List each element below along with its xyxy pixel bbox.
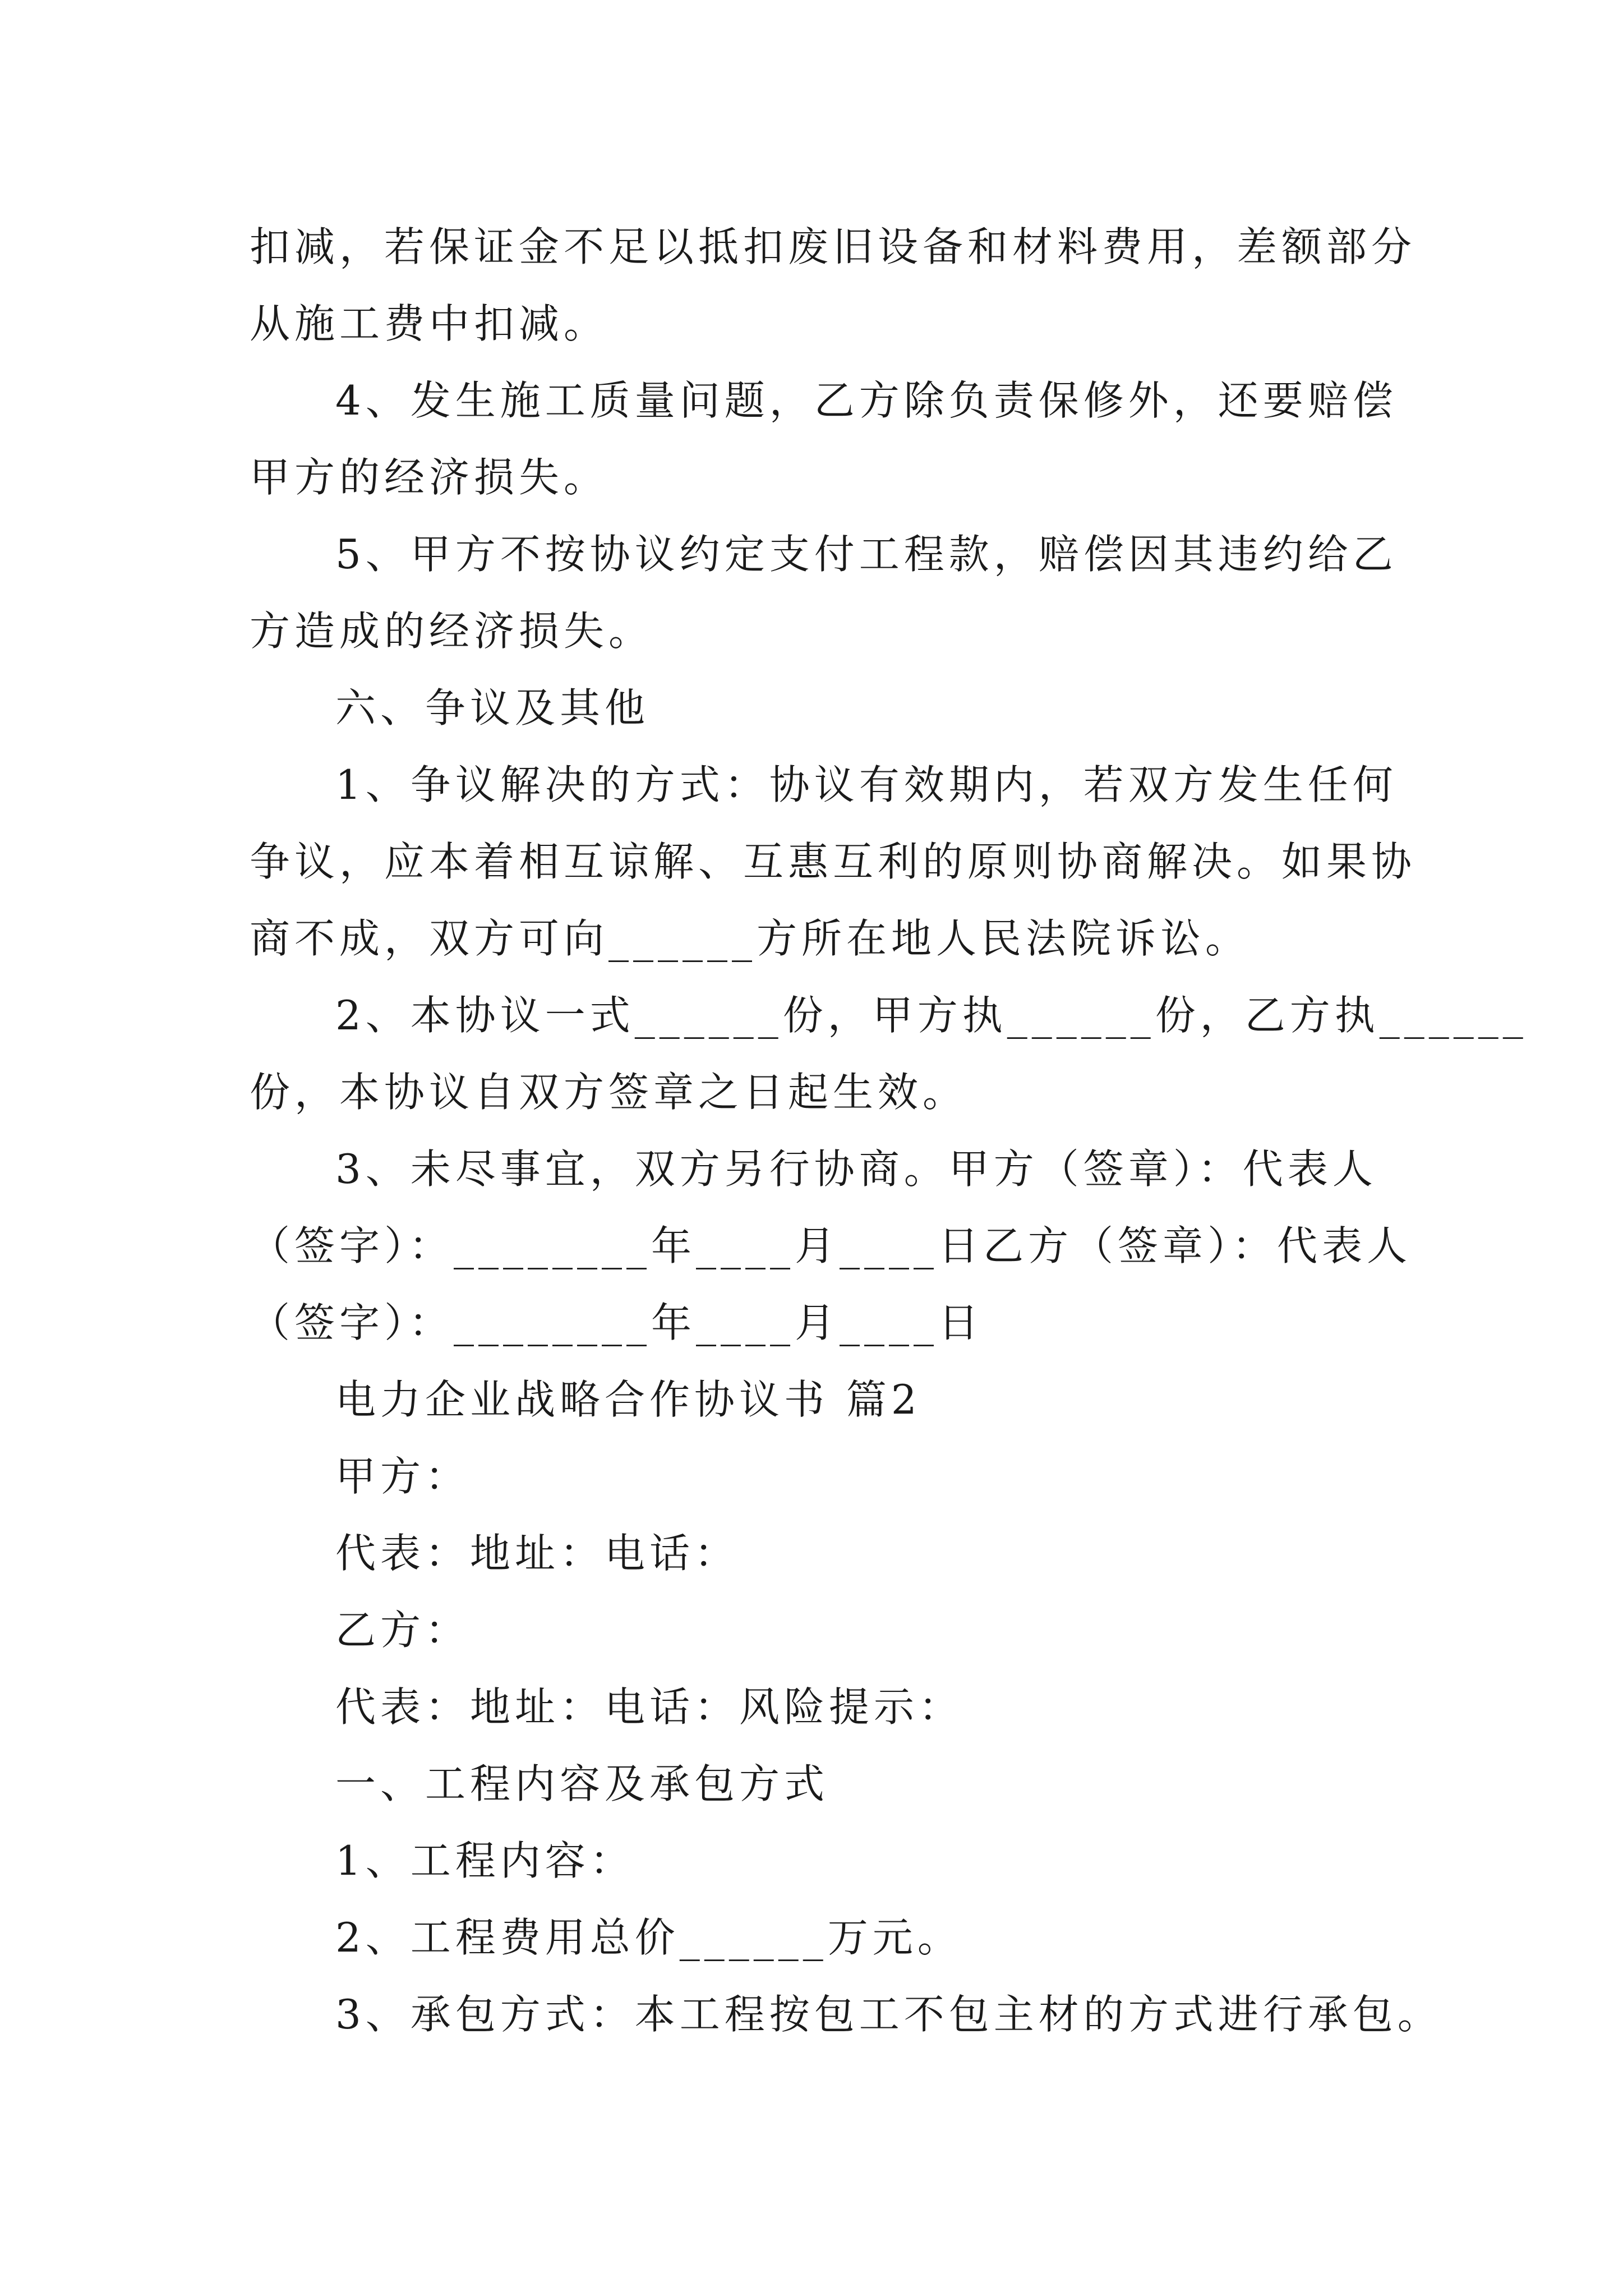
text-line: 3、未尽事宜，双方另行协商。甲方（签章）：代表人 xyxy=(335,1145,1377,1193)
text-line: 代表：地址：电话：风险提示： xyxy=(335,1683,964,1731)
text-line: （签字）：________年____月____日 xyxy=(250,1299,984,1346)
text-line: （签字）：________年____月____日乙方（签章）：代表人 xyxy=(250,1222,1412,1269)
text-line: 2、工程费用总价______万元。 xyxy=(335,1914,962,1961)
text-line: 3、承包方式：本工程按包工不包主材的方式进行承包。 xyxy=(335,1991,1442,2038)
text-line: 商不成，双方可向______方所在地人民法院诉讼。 xyxy=(250,915,1251,962)
text-line: 代表：地址：电话： xyxy=(335,1530,740,1577)
text-line: 乙方： xyxy=(335,1607,471,1654)
text-line: 1、工程内容： xyxy=(335,1837,635,1884)
text-line: 甲方的经济损失。 xyxy=(250,454,609,501)
text-line: 方造成的经济损失。 xyxy=(250,608,654,655)
text-line: 从施工费中扣减。 xyxy=(250,300,609,347)
text-line: 份，本协议自双方签章之日起生效。 xyxy=(250,1069,968,1116)
text-line: 1、争议解决的方式：协议有效期内，若双方发生任何 xyxy=(335,761,1398,808)
document-body xyxy=(250,209,1528,2053)
text-line: 4、发生施工质量问题，乙方除负责保修外，还要赔偿 xyxy=(335,377,1398,424)
section-heading: 一、工程内容及承包方式 xyxy=(335,1760,829,1807)
text-line: 甲方： xyxy=(335,1453,471,1500)
text-line: 2、本协议一式______份，甲方执______份，乙方执______ xyxy=(335,992,1528,1039)
text-line: 5、甲方不按协议约定支付工程款，赔偿因其违约给乙 xyxy=(335,531,1398,578)
document-title: 电力企业战略合作协议书 篇2 xyxy=(335,1376,921,1423)
text-line: 扣减，若保证金不足以抵扣废旧设备和材料费用，差额部分 xyxy=(250,223,1417,270)
section-heading: 六、争议及其他 xyxy=(335,684,650,731)
text-line: 争议，应本着相互谅解、互惠互利的原则协商解决。如果协 xyxy=(250,838,1417,885)
